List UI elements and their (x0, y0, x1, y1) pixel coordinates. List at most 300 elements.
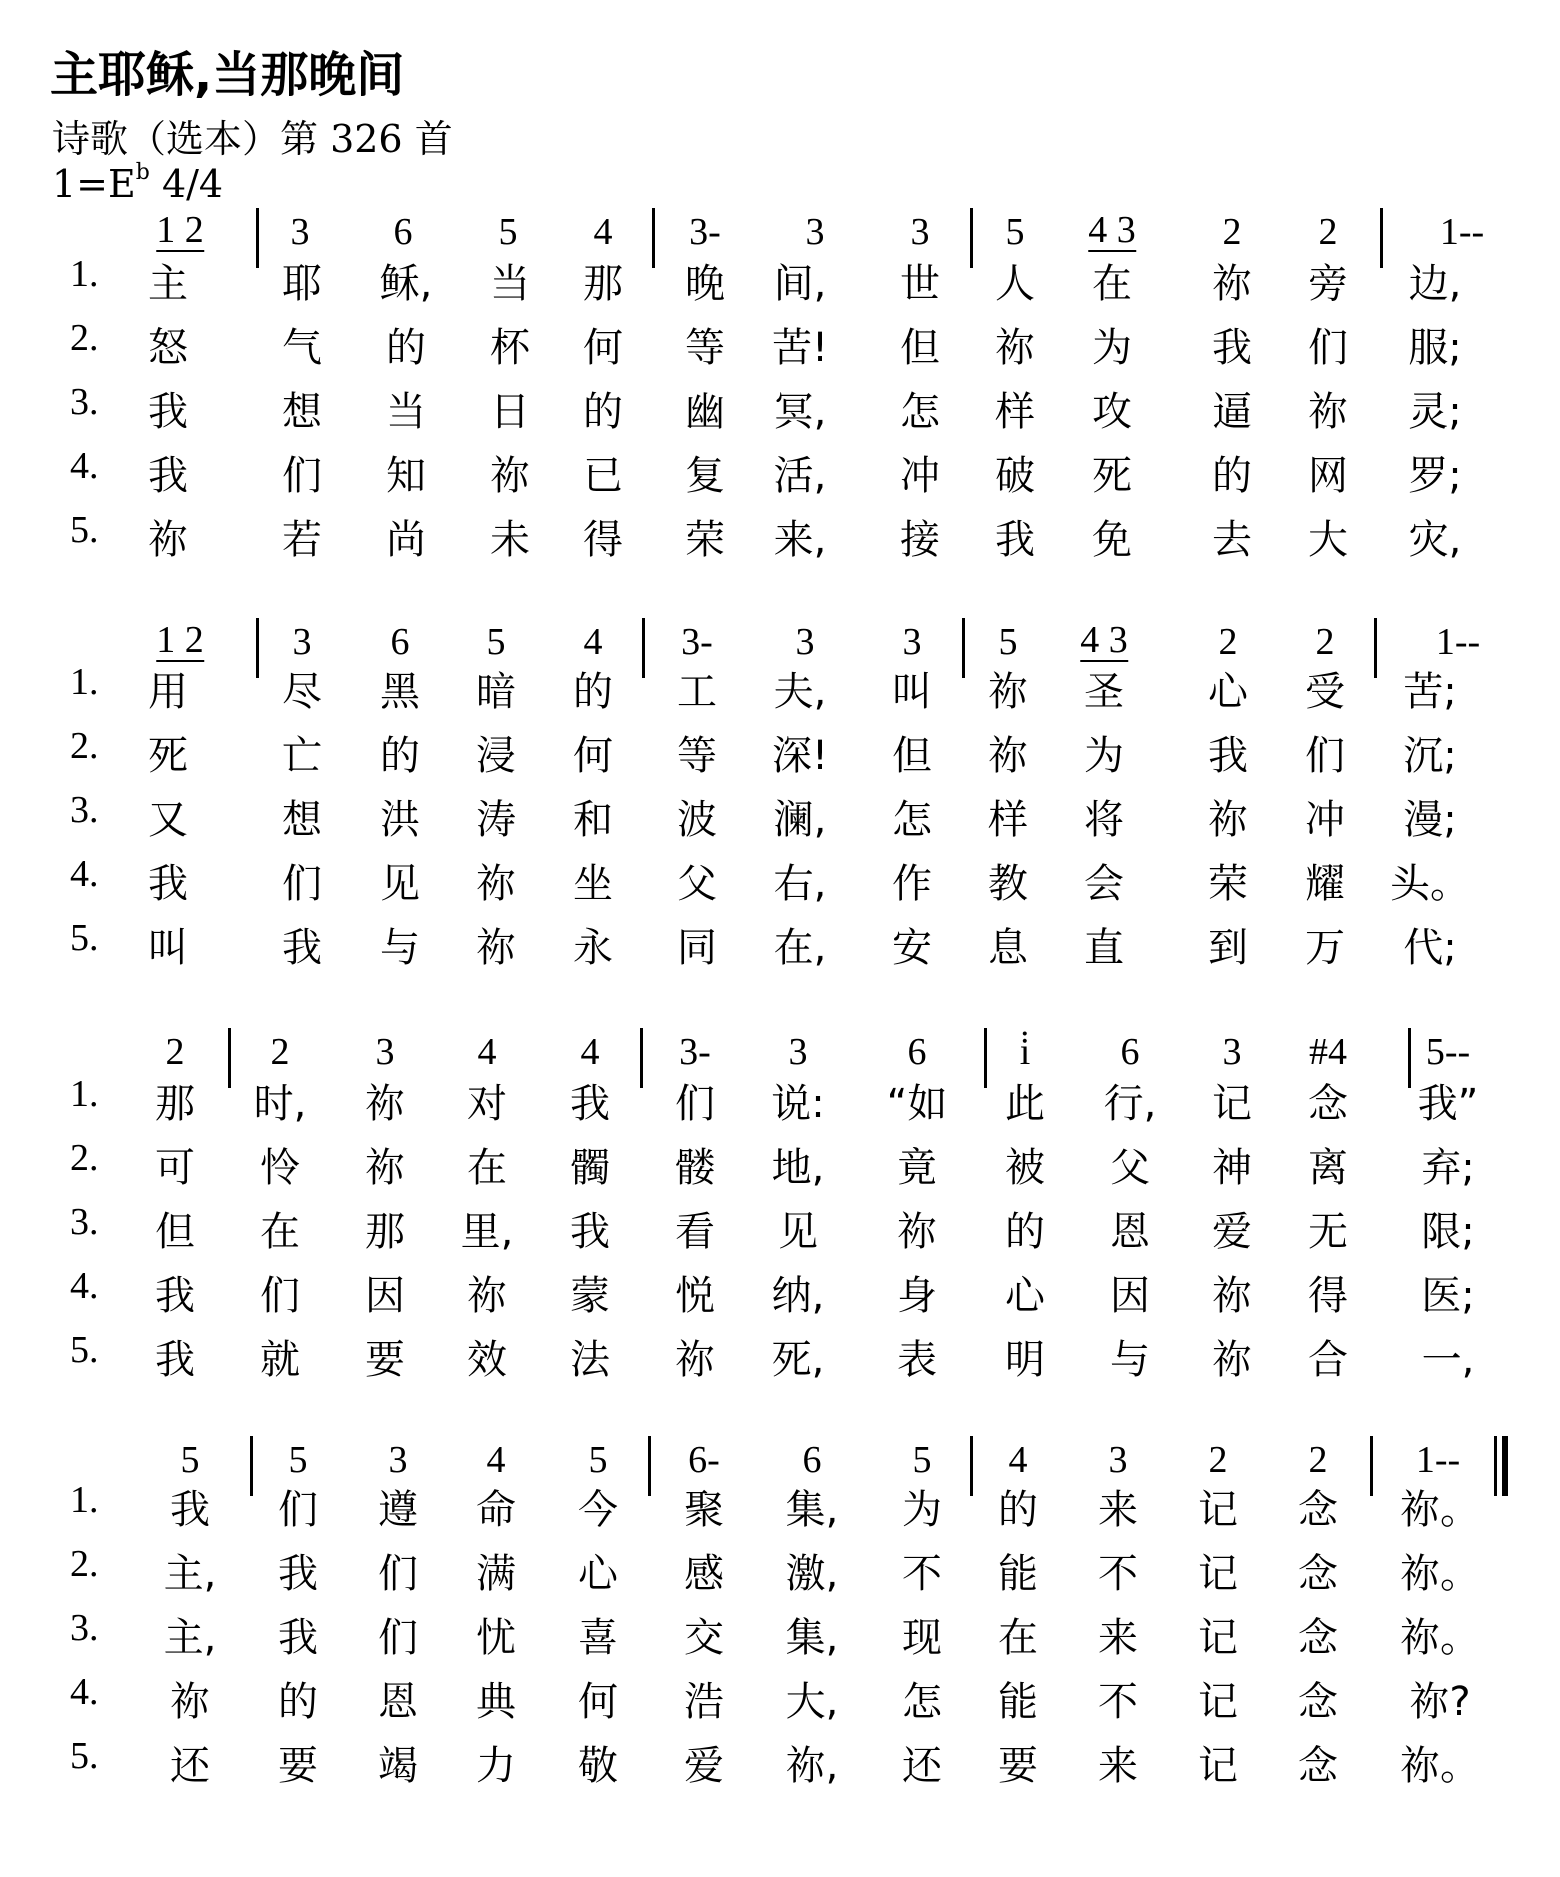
lyric-s2-v3-7: 澜, (773, 797, 827, 843)
lyric-s1-v4-6: 复 (685, 453, 725, 499)
lyric-s1-v1-9: 人 (995, 261, 1035, 307)
lyric-s3-v5-12: 合 (1308, 1337, 1348, 1383)
lyric-s4-v5-13: 祢。 (1400, 1743, 1480, 1789)
time-signature: 4/4 (149, 162, 224, 206)
lyric-s2-v1-9: 祢 (988, 669, 1028, 715)
lyric-s3-v1-12: 念 (1308, 1081, 1348, 1127)
note-s4-8: 5 (912, 1439, 932, 1481)
lyric-s2-v3-9: 样 (988, 797, 1028, 843)
lyric-s1-v5-1: 祢 (148, 517, 188, 563)
lyric-s4-v5-8: 还 (902, 1743, 942, 1789)
verse-number: 3. (70, 1607, 99, 1649)
lyric-s2-v1-10: 圣 (1084, 669, 1124, 715)
lyric-s4-v3-2: 我 (278, 1615, 318, 1661)
lyric-s3-v4-12: 得 (1308, 1273, 1348, 1319)
lyric-s2-v4-2: 们 (282, 861, 322, 907)
lyric-s4-v3-8: 现 (902, 1615, 942, 1661)
lyric-s3-v4-4: 祢 (467, 1273, 507, 1319)
lyric-s4-v2-7: 激, (785, 1551, 839, 1597)
lyric-s3-v5-9: 明 (1005, 1337, 1045, 1383)
lyric-s2-v3-11: 祢 (1208, 797, 1248, 843)
lyric-s1-v5-12: 大 (1308, 517, 1348, 563)
lyric-s1-v2-2: 气 (282, 325, 322, 371)
lyric-s1-v2-10: 为 (1092, 325, 1132, 371)
barline (228, 1028, 231, 1088)
lyric-s4-v4-7: 大, (785, 1679, 839, 1725)
lyric-s4-v5-5: 敬 (578, 1743, 618, 1789)
lyric-s2-v3-1: 又 (148, 797, 188, 843)
lyric-s4-v4-13: 祢? (1409, 1679, 1471, 1725)
lyric-s3-v2-11: 神 (1212, 1145, 1252, 1191)
lyric-s1-v5-11: 去 (1212, 517, 1252, 563)
lyric-s2-v4-6: 父 (677, 861, 717, 907)
lyric-s3-v2-13: 弃; (1421, 1145, 1475, 1191)
lyric-s4-v1-5: 今 (578, 1487, 618, 1533)
note-s3-1: 2 (165, 1031, 185, 1073)
lyric-s2-v4-7: 右, (773, 861, 827, 907)
lyric-s1-v2-13: 服; (1408, 325, 1462, 371)
lyric-s4-v1-7: 集, (785, 1487, 839, 1533)
lyric-s2-v3-12: 冲 (1305, 797, 1345, 843)
lyric-s3-v5-1: 我 (155, 1337, 195, 1383)
lyric-s3-v3-1: 但 (155, 1209, 195, 1255)
lyric-s1-v3-2: 想 (282, 389, 322, 435)
lyric-s4-v2-2: 我 (278, 1551, 318, 1597)
verse-number: 5. (70, 509, 99, 551)
verse-number: 1. (70, 661, 99, 703)
lyric-s4-v3-1: 主, (163, 1615, 217, 1661)
lyric-s1-v2-9: 祢 (995, 325, 1035, 371)
verse-number: 3. (70, 1201, 99, 1243)
lyric-s3-v5-13: 一, (1421, 1337, 1475, 1383)
lyric-s1-v3-1: 我 (148, 389, 188, 435)
lyric-s1-v2-11: 我 (1212, 325, 1252, 371)
lyric-s1-v2-4: 杯 (490, 325, 530, 371)
lyric-s1-v5-8: 接 (900, 517, 940, 563)
lyric-s1-v5-3: 尚 (386, 517, 426, 563)
lyric-s4-v4-6: 浩 (684, 1679, 724, 1725)
lyric-s1-v4-10: 死 (1092, 453, 1132, 499)
lyric-s2-v5-7: 在, (773, 925, 827, 971)
lyric-s3-v2-10: 父 (1110, 1145, 1150, 1191)
note-s3-12: #4 (1309, 1031, 1347, 1073)
barline (970, 208, 973, 268)
lyric-s2-v1-3: 黑 (380, 669, 420, 715)
lyric-s3-v1-4: 对 (467, 1081, 507, 1127)
lyric-s1-v3-10: 攻 (1092, 389, 1132, 435)
lyric-s1-v4-2: 们 (282, 453, 322, 499)
note-s2-1: 1 2 (156, 619, 204, 661)
note-s4-6: 6- (688, 1439, 720, 1481)
lyric-s3-v1-6: 们 (675, 1081, 715, 1127)
lyric-s4-v3-11: 记 (1198, 1615, 1238, 1661)
lyric-s2-v1-8: 叫 (892, 669, 932, 715)
note-s2-8: 3 (902, 621, 922, 663)
hymn-title: 主耶稣,当那晚间 (50, 47, 405, 103)
note-s2-6: 3- (681, 621, 713, 663)
lyric-s4-v1-1: 我 (170, 1487, 210, 1533)
lyric-s1-v2-8: 但 (900, 325, 940, 371)
lyric-s2-v1-7: 夫, (773, 669, 827, 715)
lyric-s1-v2-6: 等 (685, 325, 725, 371)
key-signature (52, 160, 223, 206)
lyric-s2-v1-6: 工 (677, 669, 717, 715)
lyric-s2-v5-2: 我 (282, 925, 322, 971)
lyric-s4-v4-9: 能 (998, 1679, 1038, 1725)
lyric-s3-v5-7: 死, (771, 1337, 825, 1383)
note-s1-11: 2 (1222, 211, 1242, 253)
lyric-s1-v5-13: 灾, (1408, 517, 1462, 563)
lyric-s2-v2-3: 的 (380, 733, 420, 779)
note-s1-12: 2 (1318, 211, 1338, 253)
lyric-s1-v4-11: 的 (1212, 453, 1252, 499)
lyric-s4-v1-8: 为 (902, 1487, 942, 1533)
lyric-s4-v3-6: 交 (684, 1615, 724, 1661)
barline (1408, 1028, 1411, 1088)
lyric-s1-v4-9: 破 (995, 453, 1035, 499)
lyric-s4-v1-11: 记 (1198, 1487, 1238, 1533)
lyric-s2-v5-13: 代; (1403, 925, 1457, 971)
final-barline (1502, 1436, 1508, 1496)
note-s3-3: 3 (375, 1031, 395, 1073)
lyric-s2-v5-12: 万 (1305, 925, 1345, 971)
lyric-s2-v2-11: 我 (1208, 733, 1248, 779)
lyric-s2-v3-6: 波 (677, 797, 717, 843)
lyric-s1-v3-5: 的 (583, 389, 623, 435)
note-s3-13: 5-- (1425, 1031, 1471, 1073)
lyric-s4-v4-12: 念 (1298, 1679, 1338, 1725)
verse-number: 5. (70, 1735, 99, 1777)
lyric-s2-v1-2: 尽 (282, 669, 322, 715)
lyric-s4-v1-6: 聚 (684, 1487, 724, 1533)
lyric-s2-v1-4: 暗 (476, 669, 516, 715)
note-s1-2: 3 (290, 211, 310, 253)
lyric-s2-v3-8: 怎 (892, 797, 932, 843)
lyric-s1-v5-7: 来, (773, 517, 827, 563)
lyric-s3-v1-13: 我” (1417, 1081, 1479, 1127)
lyric-s4-v2-9: 能 (998, 1551, 1038, 1597)
lyric-s4-v4-2: 的 (278, 1679, 318, 1725)
lyric-s3-v1-3: 祢 (365, 1081, 405, 1127)
lyric-s2-v3-4: 涛 (476, 797, 516, 843)
barline (1370, 1436, 1373, 1496)
lyric-s1-v1-4: 当 (490, 261, 530, 307)
lyric-s2-v5-10: 直 (1084, 925, 1124, 971)
lyric-s4-v2-5: 心 (578, 1551, 618, 1597)
lyric-s2-v5-3: 与 (380, 925, 420, 971)
lyric-s4-v5-3: 竭 (378, 1743, 418, 1789)
barline (256, 208, 259, 268)
lyric-s3-v2-1: 可 (155, 1145, 195, 1191)
note-s1-3: 6 (393, 211, 413, 253)
lyric-s1-v1-11: 祢 (1212, 261, 1252, 307)
lyric-s3-v2-12: 离 (1308, 1145, 1348, 1191)
lyric-s1-v3-11: 逼 (1212, 389, 1252, 435)
lyric-s2-v2-13: 沉; (1403, 733, 1457, 779)
barline (640, 1028, 643, 1088)
lyric-s2-v4-8: 作 (892, 861, 932, 907)
lyric-s1-v2-7: 苦! (771, 325, 829, 371)
lyric-s3-v4-7: 纳, (771, 1273, 825, 1319)
lyric-s2-v2-2: 亡 (282, 733, 322, 779)
lyric-s4-v5-1: 还 (170, 1743, 210, 1789)
lyric-s3-v3-9: 的 (1005, 1209, 1045, 1255)
lyric-s4-v1-12: 念 (1298, 1487, 1338, 1533)
note-s1-8: 3 (910, 211, 930, 253)
verse-number: 2. (70, 725, 99, 767)
lyric-s1-v4-12: 网 (1308, 453, 1348, 499)
lyric-s3-v1-9: 此 (1005, 1081, 1045, 1127)
lyric-s4-v5-6: 爱 (684, 1743, 724, 1789)
lyric-s4-v4-3: 恩 (378, 1679, 418, 1725)
barline (250, 1436, 253, 1496)
note-s2-13: 1-- (1435, 621, 1481, 663)
lyric-s2-v1-12: 受 (1305, 669, 1345, 715)
note-s1-7: 3 (805, 211, 825, 253)
lyric-s4-v3-12: 念 (1298, 1615, 1338, 1661)
note-s2-5: 4 (583, 621, 603, 663)
lyric-s4-v1-4: 命 (476, 1487, 516, 1533)
lyric-s3-v5-2: 就 (260, 1337, 300, 1383)
lyric-s3-v3-7: 见 (778, 1209, 818, 1255)
lyric-s1-v3-4: 日 (490, 389, 530, 435)
lyric-s2-v3-2: 想 (282, 797, 322, 843)
lyric-s4-v5-2: 要 (278, 1743, 318, 1789)
lyric-s3-v2-3: 祢 (365, 1145, 405, 1191)
lyric-s4-v2-12: 念 (1298, 1551, 1338, 1597)
barline (1374, 618, 1377, 678)
lyric-s3-v1-10: 行, (1103, 1081, 1157, 1127)
verse-number: 5. (70, 917, 99, 959)
lyric-s2-v4-11: 荣 (1208, 861, 1248, 907)
note-s4-2: 5 (288, 1439, 308, 1481)
lyric-s3-v5-6: 祢 (675, 1337, 715, 1383)
verse-number: 2. (70, 1543, 99, 1585)
hymn-subtitle: 诗歌（选本）第 326 首 (52, 117, 453, 161)
lyric-s4-v3-5: 喜 (578, 1615, 618, 1661)
lyric-s4-v2-8: 不 (902, 1551, 942, 1597)
lyric-s4-v4-5: 何 (578, 1679, 618, 1725)
barline (984, 1028, 987, 1088)
lyric-s3-v4-1: 我 (155, 1273, 195, 1319)
barline (652, 208, 655, 268)
lyric-s4-v2-10: 不 (1098, 1551, 1138, 1597)
note-s1-4: 5 (498, 211, 518, 253)
lyric-s3-v4-8: 身 (897, 1273, 937, 1319)
lyric-s1-v1-3: 稣, (379, 261, 433, 307)
lyric-s4-v5-12: 念 (1298, 1743, 1338, 1789)
lyric-s3-v4-2: 们 (260, 1273, 300, 1319)
note-s3-5: 4 (580, 1031, 600, 1073)
lyric-s1-v3-8: 怎 (900, 389, 940, 435)
lyric-s4-v4-11: 记 (1198, 1679, 1238, 1725)
lyric-s1-v4-5: 已 (583, 453, 623, 499)
verse-number: 1. (70, 253, 99, 295)
lyric-s1-v3-9: 样 (995, 389, 1035, 435)
lyric-s3-v2-7: 地, (771, 1145, 825, 1191)
lyric-s4-v2-6: 感 (684, 1551, 724, 1597)
note-s2-12: 2 (1315, 621, 1335, 663)
lyric-s2-v2-5: 何 (573, 733, 613, 779)
note-s1-5: 4 (593, 211, 613, 253)
verse-number: 4. (70, 445, 99, 487)
lyric-s2-v1-11: 心 (1208, 669, 1248, 715)
note-s3-4: 4 (477, 1031, 497, 1073)
lyric-s2-v5-11: 到 (1208, 925, 1248, 971)
lyric-s2-v4-10: 会 (1084, 861, 1124, 907)
lyric-s4-v2-11: 记 (1198, 1551, 1238, 1597)
lyric-s2-v2-6: 等 (677, 733, 717, 779)
lyric-s3-v4-5: 蒙 (570, 1273, 610, 1319)
lyric-s1-v2-3: 的 (386, 325, 426, 371)
lyric-s2-v3-13: 漫; (1403, 797, 1457, 843)
lyric-s1-v5-6: 荣 (685, 517, 725, 563)
lyric-s1-v1-12: 旁 (1308, 261, 1348, 307)
lyric-s4-v5-9: 要 (998, 1743, 1038, 1789)
lyric-s4-v4-10: 不 (1098, 1679, 1138, 1725)
note-s1-10: 4 3 (1088, 209, 1136, 251)
note-s4-12: 2 (1308, 1439, 1328, 1481)
lyric-s3-v4-10: 因 (1110, 1273, 1150, 1319)
lyric-s3-v3-12: 无 (1308, 1209, 1348, 1255)
verse-number: 4. (70, 1671, 99, 1713)
lyric-s2-v2-12: 们 (1305, 733, 1345, 779)
lyric-s1-v1-13: 边, (1408, 261, 1462, 307)
lyric-s4-v3-4: 忧 (476, 1615, 516, 1661)
lyric-s1-v1-8: 世 (900, 261, 940, 307)
lyric-s3-v1-8: “如 (886, 1081, 948, 1127)
lyric-s2-v2-1: 死 (148, 733, 188, 779)
lyric-s3-v4-11: 祢 (1212, 1273, 1252, 1319)
note-s1-9: 5 (1005, 211, 1025, 253)
note-s4-4: 4 (486, 1439, 506, 1481)
lyric-s4-v1-10: 来 (1098, 1487, 1138, 1533)
lyric-s2-v2-8: 但 (892, 733, 932, 779)
lyric-s2-v5-1: 叫 (148, 925, 188, 971)
lyric-s1-v1-6: 晚 (685, 261, 725, 307)
lyric-s3-v4-9: 心 (1005, 1273, 1045, 1319)
note-s3-8: 6 (907, 1031, 927, 1073)
note-s4-5: 5 (588, 1439, 608, 1481)
note-s4-1: 5 (180, 1439, 200, 1481)
lyric-s3-v4-6: 悦 (675, 1273, 715, 1319)
lyric-s1-v3-12: 祢 (1308, 389, 1348, 435)
lyric-s4-v3-10: 来 (1098, 1615, 1138, 1661)
lyric-s2-v4-5: 坐 (573, 861, 613, 907)
lyric-s2-v5-5: 永 (573, 925, 613, 971)
lyric-s2-v2-9: 祢 (988, 733, 1028, 779)
lyric-s3-v1-11: 记 (1212, 1081, 1252, 1127)
verse-number: 4. (70, 1265, 99, 1307)
lyric-s4-v5-4: 力 (476, 1743, 516, 1789)
verse-number: 1. (70, 1073, 99, 1115)
lyric-s3-v2-4: 在 (467, 1145, 507, 1191)
lyric-s2-v3-10: 将 (1084, 797, 1124, 843)
lyric-s4-v4-8: 怎 (902, 1679, 942, 1725)
lyric-s1-v2-1: 怒 (148, 325, 188, 371)
barline (642, 618, 645, 678)
lyric-s3-v3-3: 那 (365, 1209, 405, 1255)
lyric-s3-v1-1: 那 (155, 1081, 195, 1127)
lyric-s4-v3-3: 们 (378, 1615, 418, 1661)
lyric-s4-v5-7: 祢, (785, 1743, 839, 1789)
lyric-s2-v5-9: 息 (988, 925, 1028, 971)
note-s3-10: 6 (1120, 1031, 1140, 1073)
lyric-s3-v3-13: 限; (1421, 1209, 1475, 1255)
lyric-s4-v4-4: 典 (476, 1679, 516, 1725)
lyric-s1-v5-5: 得 (583, 517, 623, 563)
note-s2-10: 4 3 (1080, 619, 1128, 661)
lyric-s1-v4-8: 冲 (900, 453, 940, 499)
lyric-s4-v1-13: 祢。 (1400, 1487, 1480, 1533)
lyric-s4-v3-7: 集, (785, 1615, 839, 1661)
lyric-s4-v3-13: 祢。 (1400, 1615, 1480, 1661)
lyric-s2-v3-3: 洪 (380, 797, 420, 843)
lyric-s2-v4-3: 见 (380, 861, 420, 907)
lyric-s2-v4-9: 教 (988, 861, 1028, 907)
note-s3-9: i̇ (1019, 1031, 1031, 1073)
lyric-s3-v2-2: 怜 (260, 1145, 300, 1191)
lyric-s3-v2-6: 髅 (675, 1145, 715, 1191)
lyric-s3-v5-3: 要 (365, 1337, 405, 1383)
note-s3-2: 2 (270, 1031, 290, 1073)
note-s4-10: 3 (1108, 1439, 1128, 1481)
note-s3-7: 3 (788, 1031, 808, 1073)
lyric-s3-v4-13: 医; (1421, 1273, 1475, 1319)
lyric-s3-v5-8: 表 (897, 1337, 937, 1383)
lyric-s4-v1-9: 的 (998, 1487, 1038, 1533)
lyric-s3-v1-7: 说: (771, 1081, 825, 1127)
note-s4-13: 1-- (1415, 1439, 1461, 1481)
lyric-s4-v4-1: 祢 (170, 1679, 210, 1725)
note-s2-7: 3 (795, 621, 815, 663)
lyric-s3-v2-8: 竟 (897, 1145, 937, 1191)
lyric-s2-v5-4: 祢 (476, 925, 516, 971)
lyric-s2-v4-13: 头。 (1390, 861, 1470, 907)
lyric-s4-v5-11: 记 (1198, 1743, 1238, 1789)
barline (256, 618, 259, 678)
lyric-s3-v5-4: 效 (467, 1337, 507, 1383)
lyric-s1-v2-12: 们 (1308, 325, 1348, 371)
lyric-s3-v1-2: 时, (253, 1081, 307, 1127)
note-s1-1: 1 2 (156, 209, 204, 251)
verse-number: 4. (70, 853, 99, 895)
lyric-s1-v4-3: 知 (386, 453, 426, 499)
lyric-s1-v5-9: 我 (995, 517, 1035, 563)
verse-number: 3. (70, 381, 99, 423)
lyric-s4-v2-1: 主, (163, 1551, 217, 1597)
lyric-s3-v2-9: 被 (1005, 1145, 1045, 1191)
note-s4-3: 3 (388, 1439, 408, 1481)
note-s4-9: 4 (1008, 1439, 1028, 1481)
lyric-s4-v1-3: 遵 (378, 1487, 418, 1533)
lyric-s3-v5-11: 祢 (1212, 1337, 1252, 1383)
lyric-s1-v5-4: 未 (490, 517, 530, 563)
lyric-s3-v3-5: 我 (570, 1209, 610, 1255)
lyric-s3-v3-11: 爱 (1212, 1209, 1252, 1255)
lyric-s2-v4-1: 我 (148, 861, 188, 907)
lyric-s4-v5-10: 来 (1098, 1743, 1138, 1789)
verse-number: 2. (70, 317, 99, 359)
lyric-s3-v1-5: 我 (570, 1081, 610, 1127)
note-s2-9: 5 (998, 621, 1018, 663)
lyric-s3-v3-8: 祢 (897, 1209, 937, 1255)
lyric-s3-v3-10: 恩 (1110, 1209, 1150, 1255)
lyric-s1-v1-5: 那 (583, 261, 623, 307)
lyric-s3-v5-5: 法 (570, 1337, 610, 1383)
lyric-s2-v1-13: 苦; (1403, 669, 1457, 715)
lyric-s4-v2-4: 满 (476, 1551, 516, 1597)
